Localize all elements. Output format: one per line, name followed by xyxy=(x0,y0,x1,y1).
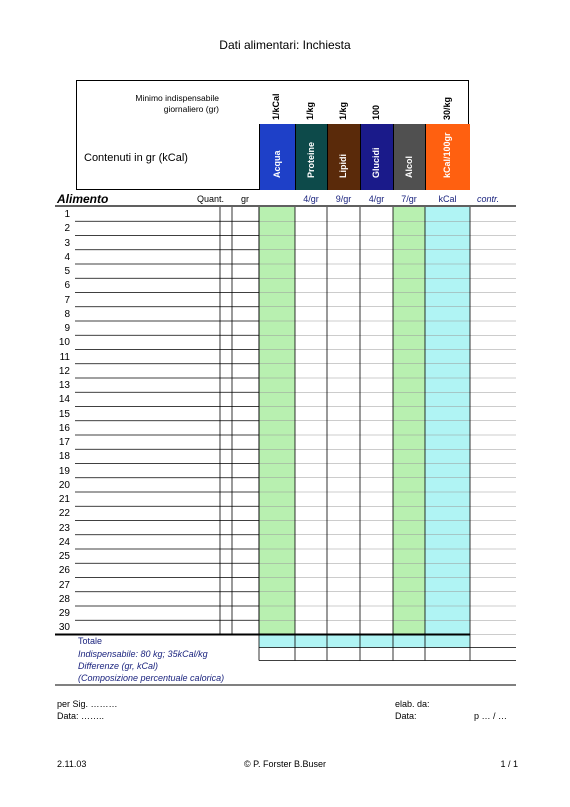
column-name: Alcol xyxy=(403,155,414,178)
column-unit: 9/gr xyxy=(335,194,352,204)
row-number: 9 xyxy=(64,323,70,334)
footer-copyright: © P. Forster B.Buser xyxy=(244,759,326,769)
per-sig-field: per Sig. ……… xyxy=(57,699,118,709)
row-number: 29 xyxy=(58,608,70,619)
data-right-field: Data: xyxy=(395,711,417,721)
column-top-label: 1/kCal xyxy=(271,93,281,120)
row-number: 14 xyxy=(58,394,70,406)
column-unit: kCal xyxy=(438,194,457,204)
row-number: 24 xyxy=(58,536,70,548)
row-number: 11 xyxy=(59,351,70,363)
footer-page: 1 / 1 xyxy=(500,759,518,769)
contr-header: contr. xyxy=(477,194,500,204)
row-number: 12 xyxy=(58,365,70,377)
row-number: 6 xyxy=(64,280,70,292)
footer-date: 2.11.03 xyxy=(57,759,87,769)
row-number: 5 xyxy=(64,266,70,277)
column-top-label: 100 xyxy=(370,104,381,120)
row-number: 13 xyxy=(58,380,70,391)
column-top-label: 1/kg xyxy=(305,101,315,120)
column-name: Acqua xyxy=(271,150,282,178)
indispensabile-label: Indispensabile: 80 kg; 35kCal/kg xyxy=(78,649,208,659)
row-number: 21 xyxy=(58,494,70,505)
column-unit: 4/gr xyxy=(303,194,319,204)
minimo-label-line2: giornaliero (gr) xyxy=(163,104,219,114)
row-number: 22 xyxy=(58,508,70,520)
contenuti-label: Contenuti in gr (kCal) xyxy=(84,152,188,164)
quant-header: Quant. xyxy=(197,194,225,204)
column-name: Proteine xyxy=(305,141,316,178)
row-number: 7 xyxy=(64,294,70,306)
column-name: Lipidi xyxy=(338,154,348,178)
row-number: 20 xyxy=(58,479,70,491)
row-number: 8 xyxy=(64,308,70,320)
page-title: Dati alimentari: Inchiesta xyxy=(219,38,351,52)
gr-header: gr xyxy=(241,194,250,204)
row-number: 28 xyxy=(58,593,70,605)
differenze-label: Differenze (gr, kCal) xyxy=(78,661,159,671)
row-number: 26 xyxy=(58,565,70,577)
elab-da-field: elab. da: xyxy=(395,699,430,709)
totale-label: Totale xyxy=(78,636,103,646)
column-unit: 7/gr xyxy=(401,194,417,204)
page-ref: p … / … xyxy=(474,711,508,721)
column-name: Glucidi xyxy=(371,147,381,178)
row-number: 1 xyxy=(64,209,70,220)
composizione-label: (Composizione percentuale calorica) xyxy=(78,673,225,683)
row-number: 2 xyxy=(64,223,70,235)
minimo-label-line1: Minimo indispensabile xyxy=(135,93,219,103)
row-number: 17 xyxy=(58,437,70,448)
row-number: 3 xyxy=(64,237,70,249)
alimento-header: Alimento xyxy=(57,192,109,206)
row-number: 25 xyxy=(58,551,70,562)
column-top-label: 1/kg xyxy=(337,101,348,120)
row-number: 18 xyxy=(58,451,70,463)
row-number: 10 xyxy=(58,337,70,349)
row-number: 19 xyxy=(58,465,70,477)
column-unit: 4/gr xyxy=(368,194,385,204)
totale-fill xyxy=(259,636,470,648)
data-left-field: Data: …….. xyxy=(57,711,105,721)
row-number: 27 xyxy=(58,579,70,591)
column-top-label: 30/kg xyxy=(441,96,452,120)
column-name: kCal/100gr xyxy=(442,132,452,178)
row-number: 16 xyxy=(58,422,70,434)
row-number: 4 xyxy=(64,251,70,263)
row-number: 30 xyxy=(58,622,70,634)
row-number: 23 xyxy=(58,522,70,534)
row-number: 15 xyxy=(58,408,70,420)
